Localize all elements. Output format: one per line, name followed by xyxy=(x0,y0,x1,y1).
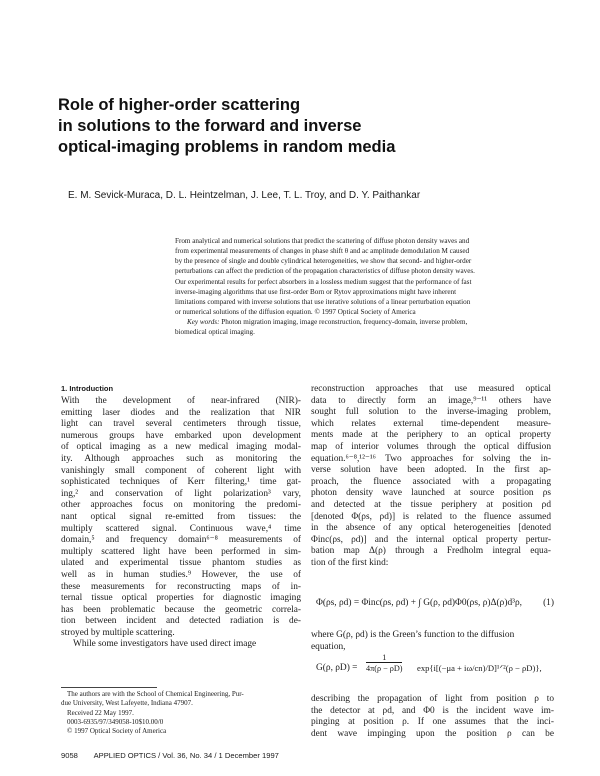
body-line: multiply scattered signal. Continuous wave,⁴ time xyxy=(61,523,301,534)
body-line: sought full solution to the inverse-imaging problem, xyxy=(311,407,551,418)
abstract-line: inverse-imaging algorithms that use first-order Born or Rytov approximations might have inherent xyxy=(175,287,457,296)
footnote-divider xyxy=(61,687,157,688)
abstract-line: by the presence of single and double cylindrical heterogeneities, we show that second- and higher-order xyxy=(175,257,472,266)
abstract-line: Our experimental results for perfect absorbers in a lossless medium suggest that the performance of fast xyxy=(175,277,472,286)
abstract-line: From analytical and numerical solutions that predict the scattering of diffuse photon density waves and xyxy=(175,237,470,245)
equation-1-number: (1) xyxy=(543,598,554,608)
equation-2-lhs: G(ρ, ρD) = xyxy=(316,663,358,673)
body-line: While some investigators have used direct image xyxy=(73,639,257,650)
fraction-denominator: 4π(ρ − ρD) xyxy=(366,664,403,673)
journal-citation: APPLIED OPTICS / Vol. 36, No. 34 / 1 December 1997 xyxy=(93,751,279,760)
body-line: data to directly form an image,⁹⁻¹¹ others have xyxy=(311,395,551,406)
body-line: ments made at the periphery to an optical property xyxy=(311,430,551,441)
equation-2-exponential: exp{i[(−μa + iω/cn)/D]¹ᐟ²(ρ − ρD)}, xyxy=(417,663,542,673)
body-line: dent wave impinging upon the position ρ can be xyxy=(311,728,554,739)
footnote-line: © 1997 Optical Society of America xyxy=(67,727,167,736)
body-line: equation, xyxy=(311,641,346,652)
body-line: proach, the fluence associated with a propagating xyxy=(311,476,551,487)
body-line: pinging at position ρ. If one assumes that the inci- xyxy=(311,717,554,728)
equation-1-body: Φ(ρs, ρd) = Φinc(ρs, ρd) + ∫ G(ρ, ρd)Φ0(ρs, ρ)Δ(ρ)d³ρ, xyxy=(316,598,522,608)
title-line: in solutions to the forward and inverse xyxy=(58,117,362,135)
body-line: verse solution have been adopted. In the first ap- xyxy=(311,465,551,476)
body-line: light can travel several centimeters through tissue, xyxy=(61,419,301,430)
body-line: well as in human studies.⁹ However, the use of xyxy=(61,569,301,580)
body-line: stroyed by multiple scattering. xyxy=(61,627,175,638)
title-line: Role of higher-order scattering xyxy=(58,96,301,114)
body-line: photon density wave launched at source position ρs xyxy=(311,488,551,499)
section-heading: 1. Introduction xyxy=(61,384,114,393)
author-list: E. M. Sevick-Muraca, D. L. Heintzelman, J. Lee, T. L. Troy, and D. Y. Paithankar xyxy=(68,190,421,201)
right-column xyxy=(311,384,551,570)
body-line: emitting laser diodes and the realization that NIR xyxy=(61,407,301,418)
equation-2 xyxy=(311,653,554,686)
body-line: other approaches focus on monitoring the predomi- xyxy=(61,500,301,511)
body-line: reconstruction approaches that use measured optical xyxy=(311,384,551,394)
right-column-mid xyxy=(311,630,554,653)
body-line: bation map Δ(ρ) through a Fredholm integral equa- xyxy=(311,546,551,557)
footnotes xyxy=(61,690,301,736)
body-line: multiply scattered light have been performed in sim- xyxy=(61,546,301,557)
body-line: sophisticated techniques of Kerr filtering,¹ time gat- xyxy=(61,477,301,488)
body-line: With the development of near-infrared (NIR)- xyxy=(61,396,301,406)
body-line: ity. Although approaches such as monitoring the xyxy=(61,453,301,464)
equation-2-fraction xyxy=(366,653,402,673)
body-line: describing the propagation of light from position ρ to xyxy=(311,694,554,704)
body-line: map of interior volumes through the optical diffusion xyxy=(311,441,551,452)
body-line: which relates external time-dependent measure- xyxy=(311,418,551,429)
body-line: of optical imaging as a new medical imaging modal- xyxy=(61,442,301,453)
page-number: 9058 xyxy=(61,751,78,760)
page-footer xyxy=(61,751,279,760)
abstract xyxy=(175,236,553,338)
keywords-text: Photon migration imaging, image reconstruction, frequency-domain, inverse problem, xyxy=(221,318,468,327)
body-line: domain,⁵ and frequency domain⁶⁻⁸ measurements of xyxy=(61,535,301,546)
keywords-label: Key words: xyxy=(187,318,220,327)
body-line: tion of the first kind: xyxy=(311,557,389,568)
abstract-line: limitations compared with inverse solutions that use iterative solutions of a linear perturbation equation xyxy=(175,297,471,306)
body-line: Φinc(ρs, ρd)] and the internal optical property pertur- xyxy=(311,534,551,545)
left-column xyxy=(61,396,301,651)
body-line: where G(ρ, ρd) is the Green’s function to the diffusion xyxy=(311,630,515,640)
keywords xyxy=(175,317,553,327)
fraction-numerator: 1 xyxy=(366,653,402,663)
body-line: in the absence of any optical heterogeneities [denoted xyxy=(311,523,551,534)
body-line: and detected at the tissue periphery at position ρd xyxy=(311,499,551,510)
footnote-line: Received 22 May 1997. xyxy=(67,708,134,717)
body-line: vanishingly small component of coherent light with xyxy=(61,465,301,476)
body-line: ulated and experimental tissue phantom studies as xyxy=(61,558,301,569)
abstract-line: or numerical solutions of the diffusion equation. © 1997 Optical Society of America xyxy=(175,308,416,317)
right-column-bottom xyxy=(311,694,554,740)
body-line: equation.⁶⁻⁸,¹²⁻¹⁶ Two approaches for solving the in- xyxy=(311,453,551,464)
body-line: ing,² and conservation of light polarization³ vary, xyxy=(61,488,301,499)
body-line: the detector at ρd, and Φ0 is the incident wave im- xyxy=(311,705,554,716)
body-line: these measurements for reconstructing maps of in- xyxy=(61,581,301,592)
title-line: optical-imaging problems in random media xyxy=(58,138,396,156)
footnote-line: due University, West Lafeyette, Indiana 47907. xyxy=(61,699,193,708)
footnote-line: 0003-6935/97/349058-10$10.00/0 xyxy=(67,717,164,726)
keywords-text: biomedical optical imaging. xyxy=(175,328,255,337)
paper-title xyxy=(58,95,478,158)
body-line: numerous groups have embarked upon development xyxy=(61,430,301,441)
body-line: has been problematic because the geometric correla- xyxy=(61,604,301,615)
body-line: [denoted Φ(ρs, ρd)] is related to the fluence assumed xyxy=(311,511,551,522)
body-line: nant optical signal re-emitted from tissues: the xyxy=(61,511,301,522)
abstract-line: from experimental measurements of changes in phase shift θ and ac amplitude demodulation M caused xyxy=(175,247,470,256)
footnote-line: The authors are with the School of Chemical Engineering, Pur- xyxy=(67,690,244,698)
abstract-line: perturbations can affect the prediction of the propagation characteristics of diffuse photon density waves. xyxy=(175,267,475,276)
body-line: tion between incident and detected radiation is de- xyxy=(61,616,301,627)
body-line: ternal tissue optical properties for diagnostic imaging xyxy=(61,593,301,604)
